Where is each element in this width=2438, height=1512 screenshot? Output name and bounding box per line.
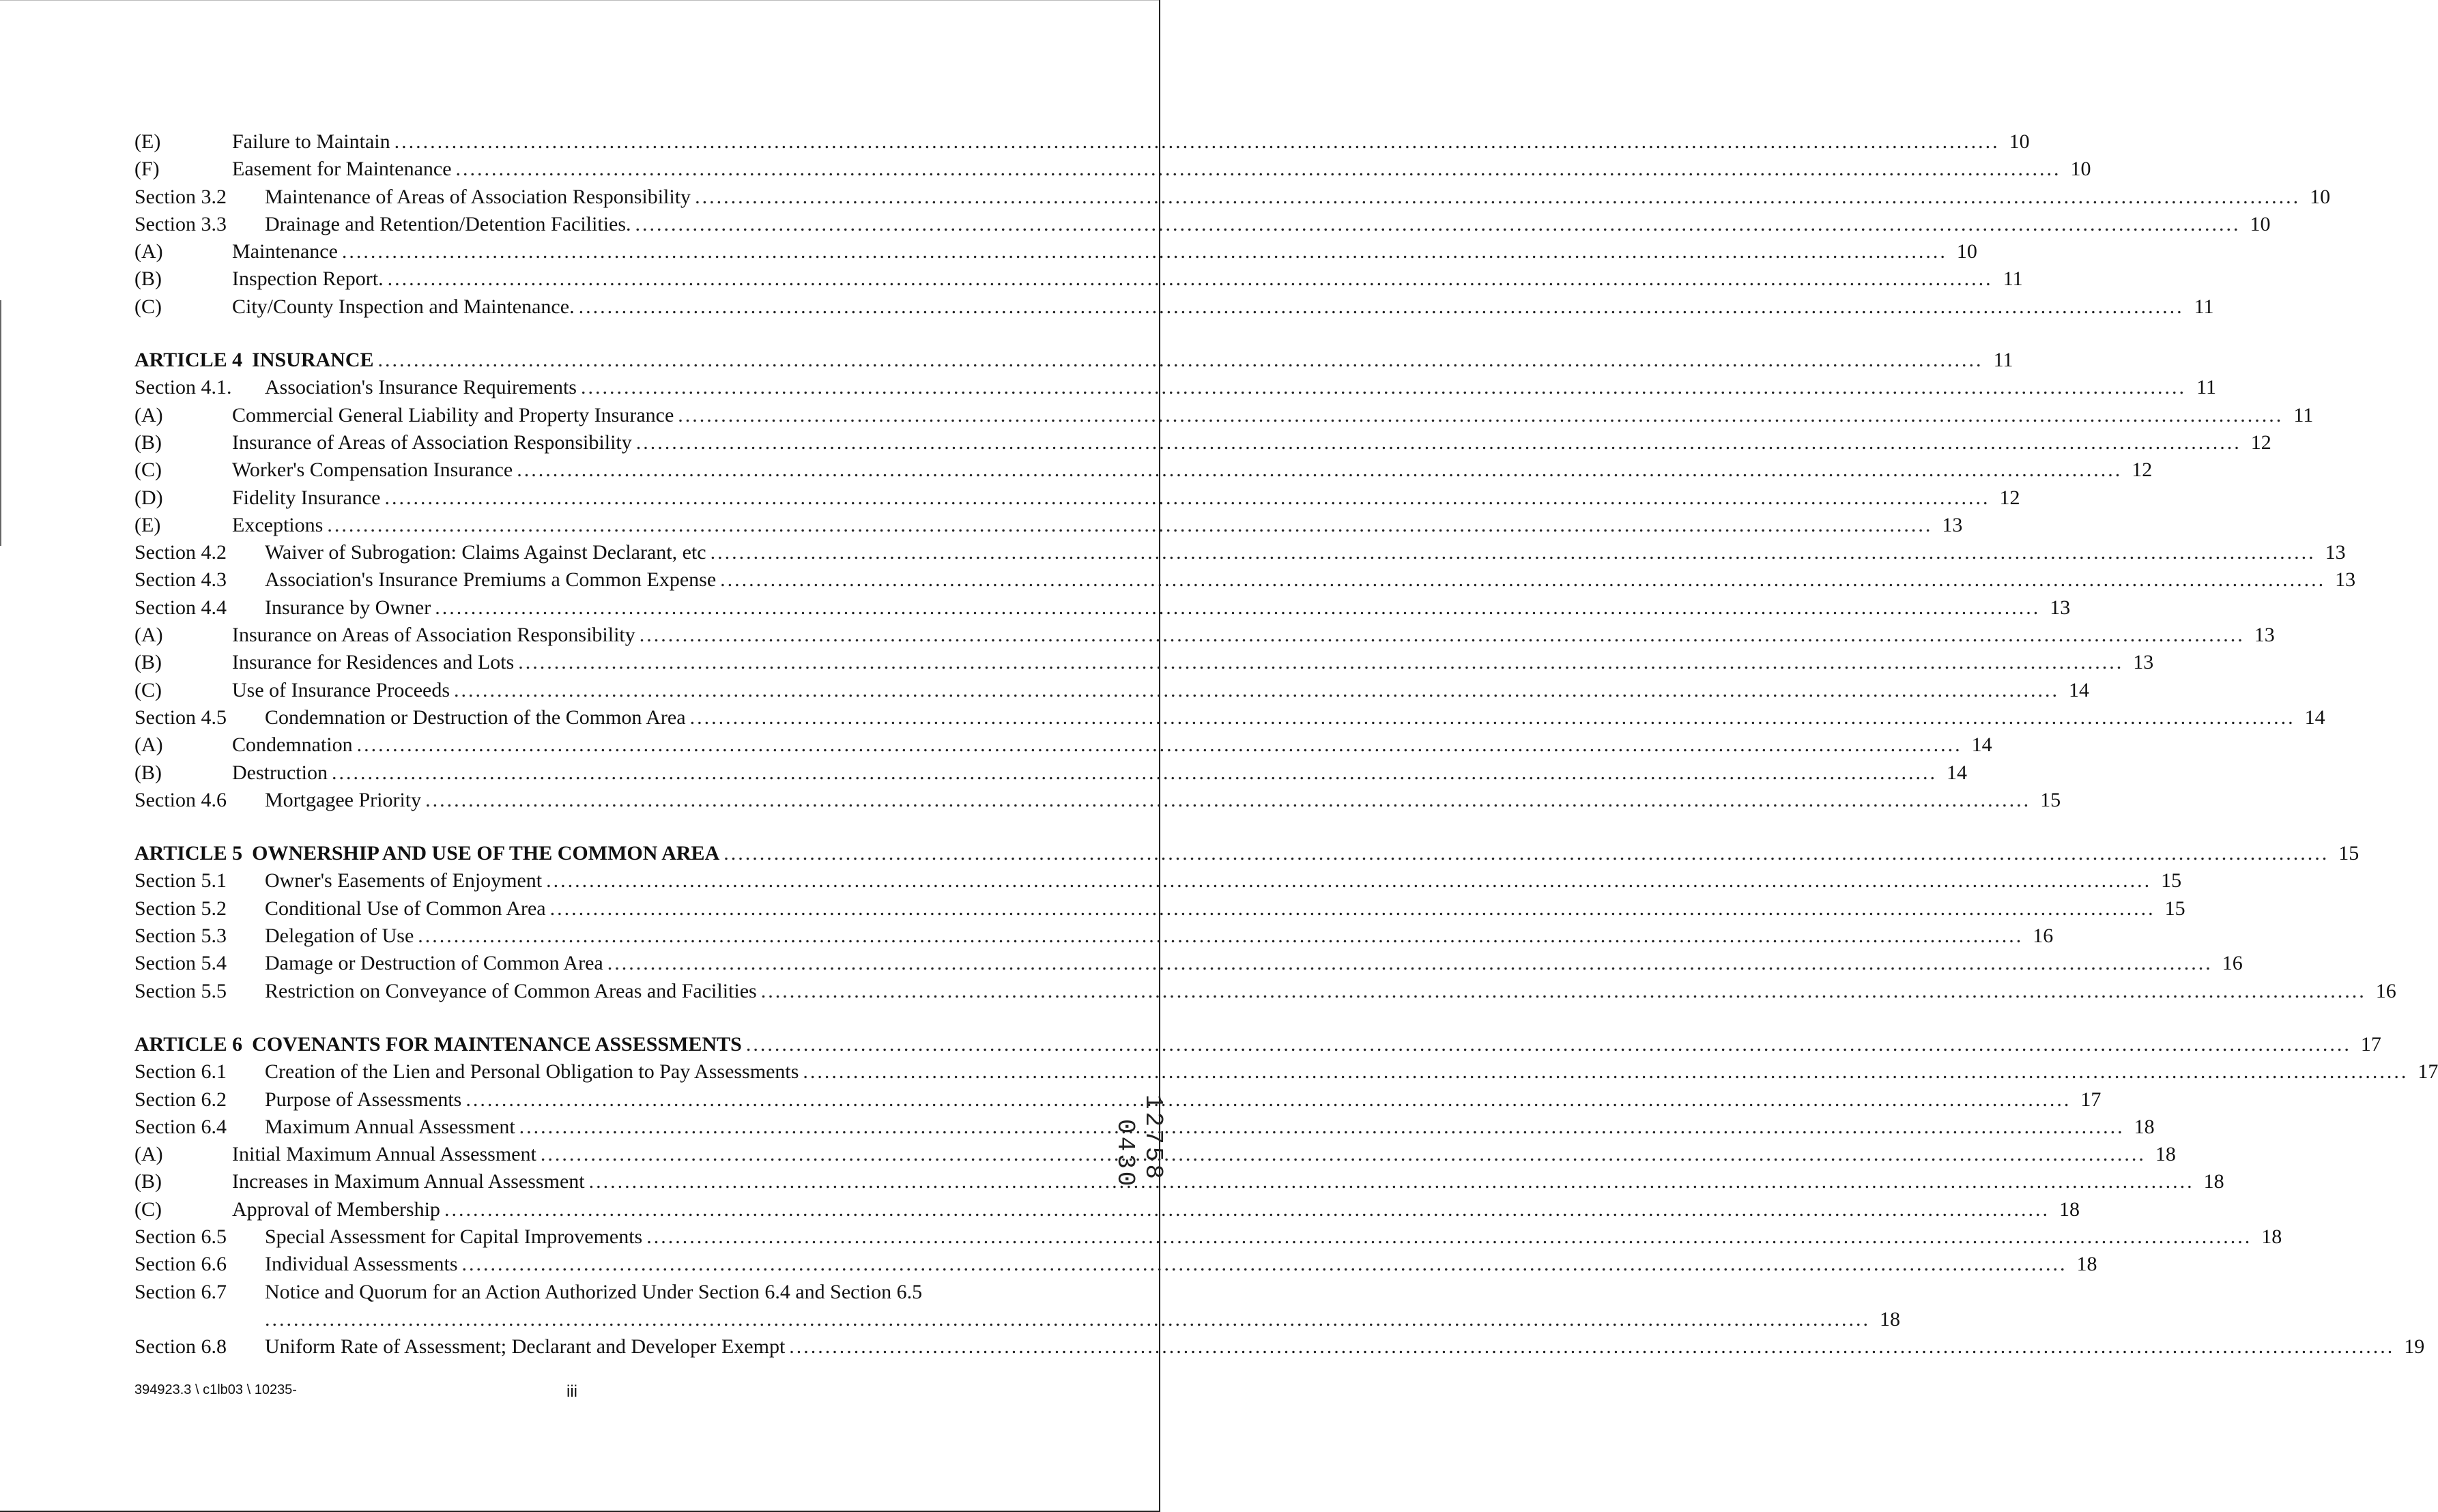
dot-leader bbox=[579, 293, 2184, 321]
toc-entry-title: Owner's Easements of Enjoyment bbox=[265, 869, 543, 892]
toc-entry-page: 13 bbox=[2254, 624, 2275, 647]
toc-entry-page: 12 bbox=[2132, 459, 2153, 482]
dot-leader bbox=[418, 922, 2023, 950]
toc-entry-title: COVENANTS FOR MAINTENANCE ASSESSMENTS bbox=[252, 1032, 742, 1056]
toc-entry-title: INSURANCE bbox=[252, 349, 374, 372]
dot-leader bbox=[435, 594, 2040, 622]
toc-entry bbox=[134, 184, 2331, 211]
toc-entry-title: Damage or Destruction of Common Area bbox=[265, 952, 603, 975]
toc-entry-title: Restriction on Conveyance of Common Areas and Facilities bbox=[265, 979, 757, 1002]
toc-entry-label: Section 4.4 bbox=[134, 596, 227, 619]
toc-entry bbox=[134, 867, 2182, 895]
toc-entry-page: 11 bbox=[2196, 376, 2216, 399]
toc-entry-title: Approval of Membership bbox=[232, 1197, 440, 1221]
dot-leader bbox=[456, 156, 2061, 183]
toc-entry bbox=[134, 1333, 2425, 1361]
dot-leader bbox=[265, 1306, 1870, 1333]
toc-entry-page: 16 bbox=[2222, 952, 2243, 975]
dot-leader bbox=[327, 512, 1932, 539]
toc-entry-label: Section 3.3 bbox=[134, 212, 227, 235]
toc-entry-label: Section 5.1 bbox=[134, 869, 227, 892]
dot-leader bbox=[635, 211, 2241, 238]
toc-entry-label: (B) bbox=[134, 431, 162, 454]
toc-entry bbox=[134, 265, 2023, 293]
toc-entry-label: Section 5.4 bbox=[134, 952, 227, 975]
toc-entry-label: Section 4.2 bbox=[134, 541, 227, 564]
toc-entry-label: (B) bbox=[134, 651, 162, 674]
toc-entry bbox=[134, 238, 1977, 265]
toc-entry-page: 14 bbox=[1971, 733, 1992, 757]
toc-entry-label: (A) bbox=[134, 403, 163, 426]
toc-entry-title: Association's Insurance Requirements bbox=[265, 376, 577, 399]
toc-entry-label: Section 4.6 bbox=[134, 788, 227, 811]
toc-entry bbox=[134, 1031, 2381, 1058]
toc-entry-title: Condemnation or Destruction of the Common Area bbox=[265, 706, 686, 729]
dot-leader bbox=[690, 704, 2295, 731]
toc-entry-label: (E) bbox=[134, 513, 161, 536]
toc-entry-title: Uniform Rate of Assessment; Declarant and Developer Exempt bbox=[265, 1335, 786, 1358]
toc-entry bbox=[134, 677, 2090, 704]
toc-entry-title: Creation of the Lien and Personal Obligation to Pay Assessments bbox=[265, 1060, 799, 1084]
toc-entry-title: Insurance by Owner bbox=[265, 596, 431, 619]
toc-entry bbox=[134, 978, 2396, 1005]
toc-entry-page: 14 bbox=[2069, 678, 2090, 701]
dot-leader bbox=[711, 539, 2316, 566]
toc-entry-page: 18 bbox=[2203, 1170, 2224, 1193]
toc-entry-page: 15 bbox=[2161, 869, 2182, 892]
toc-entry-label: (C) bbox=[134, 678, 162, 701]
toc-entry-label: ARTICLE 4 bbox=[134, 349, 243, 372]
toc-entry bbox=[134, 1168, 2224, 1195]
toc-entry bbox=[134, 1058, 2438, 1086]
toc-entry-label: (F) bbox=[134, 158, 160, 181]
toc-entry-title: Easement for Maintenance bbox=[232, 158, 452, 181]
toc-entry-page: 12 bbox=[2250, 431, 2271, 454]
toc-entry-label: Section 5.3 bbox=[134, 925, 227, 948]
dot-leader bbox=[636, 429, 2241, 456]
dot-leader bbox=[541, 1141, 2146, 1168]
footer-page-number: iii bbox=[567, 1382, 577, 1401]
dot-leader bbox=[581, 374, 2186, 401]
toc-entry-label: (C) bbox=[134, 1197, 162, 1221]
toc-entry-page: 10 bbox=[2070, 158, 2091, 181]
dot-leader bbox=[589, 1168, 2194, 1195]
toc-entry-label: (B) bbox=[134, 1170, 162, 1193]
toc-entry bbox=[134, 293, 2214, 321]
toc-entry-page: 10 bbox=[2250, 212, 2271, 235]
toc-entry-page: 17 bbox=[2080, 1088, 2102, 1111]
dot-leader bbox=[517, 456, 2122, 484]
toc-entry-title: Delegation of Use bbox=[265, 925, 414, 948]
dot-leader bbox=[695, 184, 2300, 211]
toc-entry-label: (D) bbox=[134, 486, 163, 509]
toc-entry-title: Insurance of Areas of Association Responsibility bbox=[232, 431, 632, 454]
toc-entry-title: Individual Assessments bbox=[265, 1253, 458, 1276]
dot-leader bbox=[384, 484, 1990, 512]
toc-entry-page: 15 bbox=[2338, 842, 2360, 865]
toc-entry-page: 16 bbox=[2375, 979, 2396, 1002]
dot-leader bbox=[425, 787, 2031, 814]
toc-entry bbox=[134, 759, 1967, 787]
toc-entry-label: (A) bbox=[134, 1143, 163, 1166]
toc-entry-title: Fidelity Insurance bbox=[232, 486, 381, 509]
toc-entry bbox=[134, 128, 2030, 156]
toc-entry-page: 11 bbox=[2003, 267, 2023, 291]
toc-entry-label: (E) bbox=[134, 130, 161, 153]
toc-entry bbox=[134, 649, 2154, 676]
toc-entry-label: (B) bbox=[134, 761, 162, 784]
toc-entry-title: Commercial General Liability and Property Insurance bbox=[232, 403, 674, 426]
dot-leader bbox=[761, 978, 2366, 1005]
dot-leader bbox=[789, 1333, 2394, 1361]
toc-entry-title: Destruction bbox=[232, 761, 328, 784]
toc-entry bbox=[134, 1114, 2155, 1141]
dot-leader bbox=[465, 1086, 2071, 1114]
toc-entry-label: Section 4.3 bbox=[134, 568, 227, 592]
toc-entry-page: 10 bbox=[2310, 185, 2331, 208]
dot-leader bbox=[454, 677, 2059, 704]
toc-entry bbox=[134, 1223, 2282, 1251]
toc-entry-label: Section 5.5 bbox=[134, 979, 227, 1002]
toc-entry-page: 18 bbox=[2155, 1143, 2176, 1166]
toc-entry-page: 13 bbox=[1942, 513, 1963, 536]
stamp-line-2: 0430 bbox=[1111, 1119, 1139, 1189]
dot-leader bbox=[607, 950, 2213, 977]
toc-entry-page: 11 bbox=[2194, 295, 2214, 318]
dot-leader bbox=[395, 128, 2000, 156]
toc-entry-page: 13 bbox=[2133, 651, 2154, 674]
toc-entry-title: Failure to Maintain bbox=[232, 130, 390, 153]
toc-entry-label: Section 3.2 bbox=[134, 185, 227, 208]
toc-entry-title: Condemnation bbox=[232, 733, 353, 757]
toc-entry-page: 14 bbox=[2304, 706, 2325, 729]
toc-entry-label: (A) bbox=[134, 240, 163, 263]
dot-leader bbox=[803, 1058, 2408, 1086]
toc-entry-page: 18 bbox=[2059, 1197, 2080, 1221]
page-edge-top bbox=[0, 0, 1160, 1]
dot-leader bbox=[444, 1196, 2050, 1223]
toc-entry-label: (C) bbox=[134, 459, 162, 482]
toc-entry bbox=[134, 895, 2185, 922]
dot-leader bbox=[546, 867, 2151, 895]
toc-entry-page: 10 bbox=[1956, 240, 1977, 263]
toc-entry-page: 13 bbox=[2335, 568, 2356, 592]
toc-entry-title: Insurance on Areas of Association Responsibility bbox=[232, 624, 635, 647]
toc-entry-title: Inspection Report. bbox=[232, 267, 384, 291]
toc-entry-title: Special Assessment for Capital Improvements bbox=[265, 1225, 643, 1248]
toc-entry bbox=[134, 566, 2356, 594]
recording-stamp bbox=[1111, 1094, 1167, 1189]
toc-entry-label: Section 6.5 bbox=[134, 1225, 227, 1248]
toc-entry-page: 14 bbox=[1946, 761, 1967, 784]
toc-entry-page: 18 bbox=[2261, 1225, 2282, 1248]
toc-entry bbox=[134, 402, 2314, 429]
dot-leader bbox=[519, 1114, 2125, 1141]
toc-entry-label: ARTICLE 6 bbox=[134, 1032, 243, 1056]
toc-entry-page: 19 bbox=[2404, 1335, 2425, 1358]
toc-entry-page: 18 bbox=[1880, 1307, 1900, 1331]
toc-entry-title: Purpose of Assessments bbox=[265, 1088, 462, 1111]
toc-entry-page: 11 bbox=[1993, 349, 2013, 372]
toc-entry-title: Mortgagee Priority bbox=[265, 788, 422, 811]
toc-entry bbox=[134, 950, 2243, 977]
toc-entry bbox=[134, 347, 2013, 374]
toc-entry bbox=[134, 787, 2061, 814]
dot-leader bbox=[518, 649, 2123, 676]
toc-entry bbox=[134, 456, 2153, 484]
toc-entry-page: 12 bbox=[1999, 486, 2020, 509]
toc-entry bbox=[134, 922, 2054, 950]
toc-entry-title: Exceptions bbox=[232, 513, 324, 536]
toc-entry bbox=[134, 1141, 2176, 1168]
toc-entry-label: ARTICLE 5 bbox=[134, 842, 243, 865]
toc-entry-title: Association's Insurance Premiums a Common Expense bbox=[265, 568, 717, 592]
dot-leader bbox=[720, 566, 2325, 594]
toc-entry bbox=[134, 731, 1992, 759]
toc-entry-label: Section 6.8 bbox=[134, 1335, 227, 1358]
toc-entry bbox=[134, 622, 2275, 649]
dot-leader bbox=[462, 1251, 2067, 1278]
toc-entry bbox=[134, 429, 2271, 456]
dot-leader bbox=[640, 622, 2245, 649]
toc-entry-label: Section 6.6 bbox=[134, 1253, 227, 1276]
toc-entry-title: Notice and Quorum for an Action Authorized Under Section 6.4 and Section 6.5 bbox=[265, 1280, 923, 1303]
toc-entry bbox=[134, 840, 2360, 867]
toc-entry bbox=[134, 211, 2271, 238]
toc-entry-title: OWNERSHIP AND USE OF THE COMMON AREA bbox=[252, 842, 720, 865]
dot-leader bbox=[723, 840, 2329, 867]
dot-leader bbox=[746, 1031, 2351, 1058]
dot-leader bbox=[378, 347, 1983, 374]
page-edge-left bbox=[0, 300, 1, 546]
toc-entry-title: Maintenance of Areas of Association Responsibility bbox=[265, 185, 691, 208]
toc-entry-title: Maintenance bbox=[232, 240, 338, 263]
toc-entry bbox=[134, 704, 2325, 731]
dot-leader bbox=[357, 731, 1962, 759]
toc-entry-page: 10 bbox=[2009, 130, 2030, 153]
toc-entry-continuation bbox=[134, 1306, 1900, 1333]
toc-entry-label: (C) bbox=[134, 295, 162, 318]
toc-entry bbox=[134, 1086, 2102, 1114]
toc-entry-label: Section 4.1. bbox=[134, 376, 232, 399]
toc-entry bbox=[134, 539, 2346, 566]
toc-entry-page: 13 bbox=[2325, 541, 2346, 564]
toc-entry bbox=[134, 374, 2216, 401]
toc-entry-title: Waiver of Subrogation: Claims Against Declarant, etc bbox=[265, 541, 706, 564]
toc-entry-page: 15 bbox=[2040, 788, 2061, 811]
toc-entry bbox=[134, 594, 2071, 622]
toc-entry-label: (B) bbox=[134, 267, 162, 291]
toc-entry-page: 18 bbox=[2076, 1253, 2097, 1276]
dot-leader bbox=[678, 402, 2283, 429]
toc-entry-page: 16 bbox=[2033, 925, 2054, 948]
toc-entry-title: City/County Inspection and Maintenance. bbox=[232, 295, 575, 318]
toc-entry-label: Section 6.1 bbox=[134, 1060, 227, 1084]
toc-entry bbox=[134, 156, 2091, 183]
toc-entry-title: Drainage and Retention/Detention Facilities. bbox=[265, 212, 631, 235]
toc-entry-page: 11 bbox=[2293, 403, 2314, 426]
toc-entry-label: (A) bbox=[134, 624, 163, 647]
toc-entry bbox=[134, 512, 1963, 539]
dot-leader bbox=[550, 895, 2155, 922]
toc-entry-page: 15 bbox=[2164, 897, 2185, 920]
dot-leader bbox=[388, 265, 1993, 293]
toc-entry-page: 13 bbox=[2050, 596, 2071, 619]
toc-entry-label: Section 6.7 bbox=[134, 1280, 227, 1303]
toc-entry bbox=[134, 1196, 2080, 1223]
toc-entry-label: Section 5.2 bbox=[134, 897, 227, 920]
toc-entry-page: 17 bbox=[2360, 1032, 2381, 1056]
toc-entry-title: Initial Maximum Annual Assessment bbox=[232, 1143, 536, 1166]
dot-leader bbox=[332, 759, 1937, 787]
toc-entry-title: Insurance for Residences and Lots bbox=[232, 651, 515, 674]
stamp-line-1: 12758 bbox=[1139, 1094, 1167, 1182]
toc-entry-title: Maximum Annual Assessment bbox=[265, 1115, 515, 1138]
toc-entry-page: 18 bbox=[2134, 1115, 2155, 1138]
toc-entry-label: Section 6.4 bbox=[134, 1115, 227, 1138]
dot-leader bbox=[646, 1223, 2252, 1251]
toc-entry-title: Worker's Compensation Insurance bbox=[232, 459, 513, 482]
toc-entry-page: 17 bbox=[2418, 1060, 2438, 1084]
dot-leader bbox=[342, 238, 1947, 265]
toc-entry bbox=[134, 1279, 1022, 1306]
toc-entry-label: (A) bbox=[134, 733, 163, 757]
toc-entry bbox=[134, 484, 2020, 512]
toc-entry-title: Use of Insurance Proceeds bbox=[232, 678, 450, 701]
toc-entry-label: Section 4.5 bbox=[134, 706, 227, 729]
toc-entry-title: Conditional Use of Common Area bbox=[265, 897, 546, 920]
toc-entry bbox=[134, 1251, 2097, 1278]
footer-document-id: 394923.3 \ c1lb03 \ 10235- bbox=[134, 1382, 297, 1397]
toc-entry-label: Section 6.2 bbox=[134, 1088, 227, 1111]
toc-entry-title: Increases in Maximum Annual Assessment bbox=[232, 1170, 585, 1193]
